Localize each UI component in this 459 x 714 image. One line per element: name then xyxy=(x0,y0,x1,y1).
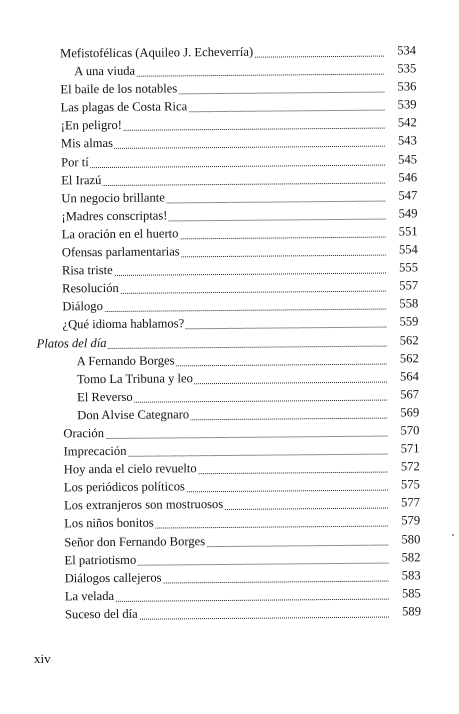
toc-entry-page-number: 554 xyxy=(386,240,418,258)
scan-speck xyxy=(452,534,454,536)
toc-entry-title: Hoy anda el cielo revuelto xyxy=(64,459,198,478)
toc-entry-page-number: 562 xyxy=(387,349,419,367)
toc-entry-title: Suceso del día xyxy=(65,605,139,624)
toc-entry-page-number: 562 xyxy=(387,331,419,349)
toc-entry-page-number: 579 xyxy=(388,512,420,530)
table-of-contents xyxy=(0,41,459,624)
toc-entry-page-number: 547 xyxy=(385,186,417,204)
toc-entry-page-number: 589 xyxy=(389,602,421,620)
toc-entry-title: Oración xyxy=(63,424,105,442)
toc-entry-page-number: 546 xyxy=(385,168,417,186)
toc-entry-page-number: 535 xyxy=(384,59,416,77)
toc-entry-page-number: 567 xyxy=(387,385,419,403)
toc-entry-title: ¡En peligro! xyxy=(61,116,123,135)
toc-entry-page-number: 559 xyxy=(386,313,418,331)
toc-entry-page-number: 542 xyxy=(385,114,417,132)
toc-entry-page-number: 551 xyxy=(386,222,418,240)
toc-entry-title: El patriotismo xyxy=(64,550,137,569)
toc-entry-page-number: 549 xyxy=(385,204,417,222)
toc-entry-page-number: 569 xyxy=(387,403,419,421)
toc-entry-page-number: 585 xyxy=(389,584,421,602)
toc-entry-title: La oración en el huerto xyxy=(62,224,180,243)
toc-entry-page-number: 580 xyxy=(388,530,420,548)
toc-entry-title: El Reverso xyxy=(77,388,134,406)
toc-entry-page-number: 572 xyxy=(388,457,420,475)
toc-entry-page-number: 571 xyxy=(387,439,419,457)
toc-entry-page-number: 539 xyxy=(384,96,416,114)
toc-entry-title: Risa triste xyxy=(62,261,114,279)
toc-entry-title: Don Alvise Categnaro xyxy=(77,405,190,424)
toc-entry-title: Las plagas de Costa Rica xyxy=(60,98,188,117)
toc-dot-leader xyxy=(62,307,390,313)
toc-dot-leader xyxy=(61,180,389,186)
toc-entry-page-number: 564 xyxy=(387,367,419,385)
toc-entry-page-number: 545 xyxy=(385,150,417,168)
toc-entry xyxy=(5,602,459,624)
toc-entry-title: A una viuda xyxy=(74,62,136,81)
toc-dot-leader xyxy=(63,433,391,439)
toc-entry-title: Mefistofélicas (Aquileo J. Echeverría) xyxy=(60,43,254,63)
toc-entry-title: Mis almas xyxy=(61,134,114,152)
toc-entry-title: Ofensas parlamentarias xyxy=(62,242,181,261)
toc-entry-page-number: 583 xyxy=(389,566,421,584)
toc-entry-title: El Irazú xyxy=(61,171,102,189)
toc-entry-title: Tomo La Tribuna y leo xyxy=(77,369,194,388)
toc-dot-leader xyxy=(61,162,389,168)
toc-entry-page-number: 570 xyxy=(387,421,419,439)
page-number-folio: xiv xyxy=(34,651,51,666)
toc-entry-title: Los periódicos políticos xyxy=(64,478,186,497)
toc-entry-page-number: 558 xyxy=(386,295,418,313)
toc-entry-title: Resolución xyxy=(62,279,120,298)
toc-entry-title: Un negocio brillante xyxy=(61,188,166,207)
toc-entry-title: Diálogo xyxy=(62,297,104,315)
toc-entry-page-number: 555 xyxy=(386,258,418,276)
toc-entry-title: La velada xyxy=(65,587,115,605)
toc-entry-title: El baile de los notables xyxy=(60,80,178,99)
toc-entry-title: Imprecación xyxy=(63,442,127,461)
toc-entry-page-number: 534 xyxy=(384,41,416,59)
toc-entry-page-number: 543 xyxy=(385,132,417,150)
toc-entry-page-number: 557 xyxy=(386,276,418,294)
toc-entry-title: ¡Madres conscriptas! xyxy=(61,206,168,225)
toc-entry-title: Platos del día xyxy=(37,333,108,352)
toc-entry-title: A Fernando Borges xyxy=(77,351,176,370)
toc-entry-title: ¿Qué idioma hablamos? xyxy=(62,315,185,334)
toc-entry-page-number: 536 xyxy=(384,77,416,95)
toc-entry-page-number: 582 xyxy=(388,548,420,566)
toc-entry-title: Los extranjeros son mostruosos xyxy=(64,495,224,514)
toc-entry-title: Por tí xyxy=(61,153,90,171)
toc-entry-title: Diálogos callejeros xyxy=(65,568,163,587)
toc-entry-page-number: 575 xyxy=(388,476,420,494)
toc-entry-title: Los niños bonitos xyxy=(64,514,155,533)
toc-entry-title: Señor don Fernando Borges xyxy=(64,532,206,551)
toc-entry-page-number: 577 xyxy=(388,494,420,512)
